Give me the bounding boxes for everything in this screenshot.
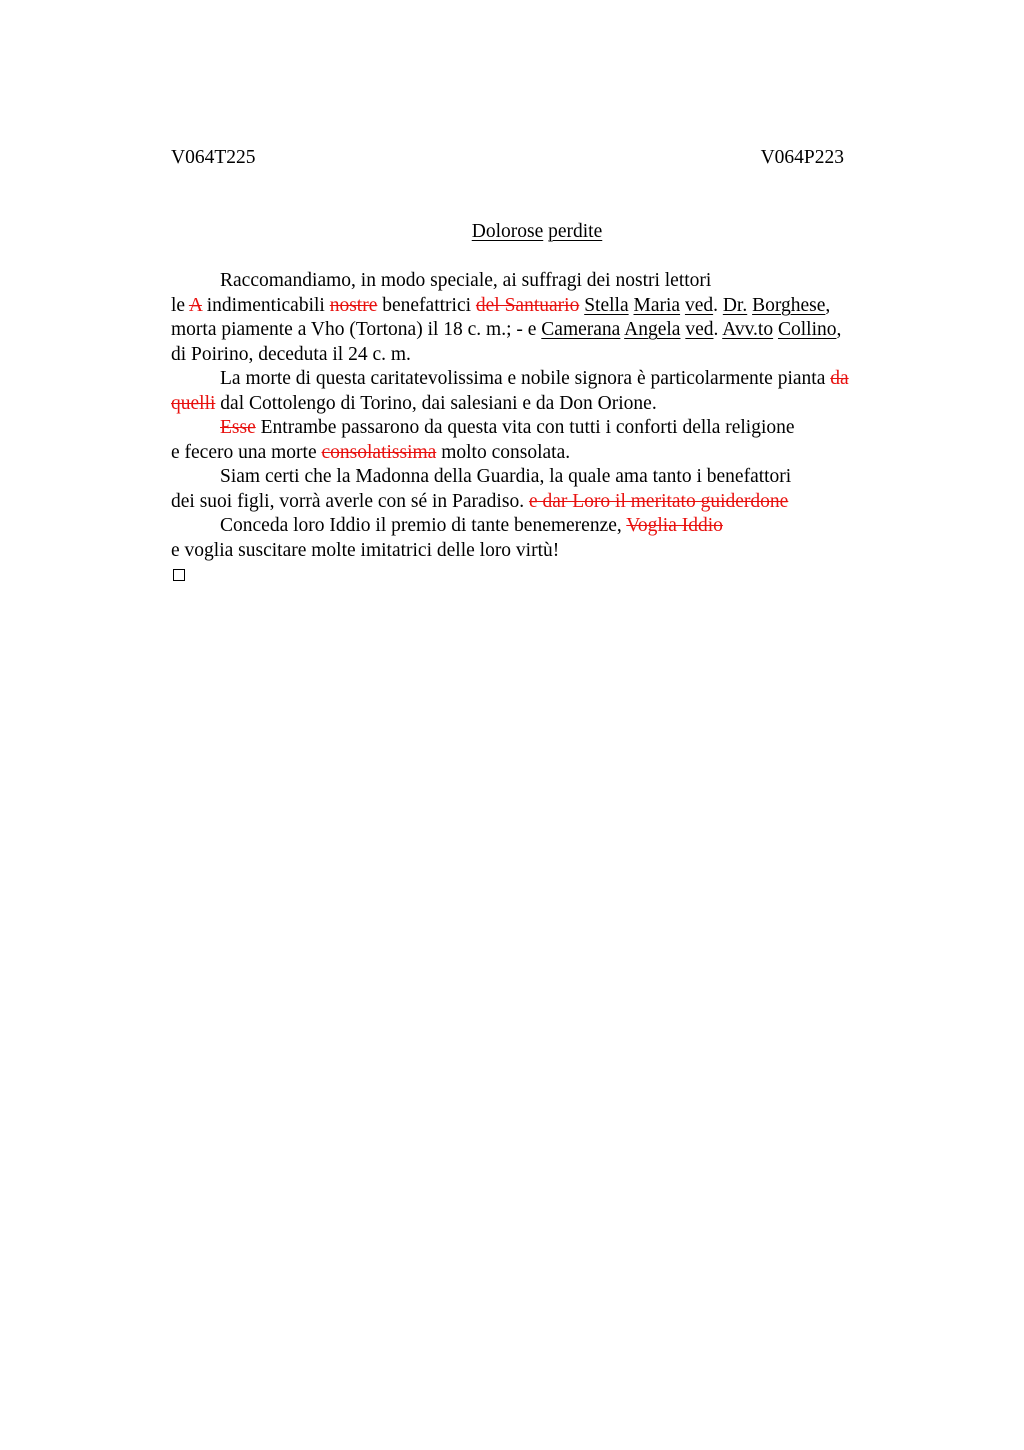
- text-run: dei suoi figli, vorrà averle con sé in Paradiso.: [171, 490, 529, 512]
- paragraph-2-line-2: [171, 392, 891, 417]
- text-run: molto consolata.: [436, 441, 571, 463]
- paragraph-4-line-1: [171, 465, 891, 490]
- text-run: La morte di questa caritatevolissima e nobile signora è particolarmente pianta: [220, 368, 831, 389]
- text-run: Raccomandiamo, in modo speciale, ai suffragi dei nostri lettori: [220, 270, 712, 291]
- text-run: Conceda loro Iddio il premio di tante benemerenze,: [220, 515, 627, 536]
- text-run: Siam certi che la Madonna della Guardia, la quale ama tanto i benefattori: [220, 466, 792, 487]
- text-run: Entrambe passarono da questa vita con tutti i conforti della religione: [255, 417, 795, 438]
- paragraph-1-line-3: morta piamente a Vho (Tortona) il 18 c. m.; - e Camerana Angela ved. Avv.to Collino,: [171, 319, 842, 340]
- text-run: dal Cottolengo di Torino, dai salesiani e da Don Orione.: [215, 392, 657, 414]
- paragraph-1-line-4: [171, 343, 891, 368]
- paragraph-3-line-2: [171, 441, 891, 466]
- underlined-text: Avv.to: [722, 319, 774, 340]
- text-run: morta piamente a Vho (Tortona) il 18 c. m.; - e: [171, 319, 542, 340]
- paragraph-5-line-2: [171, 539, 891, 564]
- underlined-text: Collino: [777, 319, 837, 340]
- text-run: e fecero una morte: [171, 441, 322, 463]
- paragraph-3-line-1: [171, 416, 891, 441]
- document-code-left: V064T225: [171, 147, 256, 168]
- paragraph-1-line-2: le A indimenticabili nostre benefattrici del Santuario Stella Maria ved. Dr. Borghese,: [171, 294, 831, 316]
- title-word-perdite: perdite: [548, 221, 603, 242]
- text-run: benefattrici: [377, 294, 476, 316]
- text-run: le: [171, 294, 189, 316]
- document-body: [171, 269, 891, 588]
- empty-square-icon: [173, 569, 185, 581]
- underlined-text: Dr.: [722, 294, 748, 316]
- underlined-text: Camerana: [541, 319, 621, 340]
- text-run: e voglia suscitare molte imitatrici delle loro virtù!: [171, 539, 560, 561]
- deleted-text: da: [830, 368, 849, 389]
- document-title: [0, 220, 1024, 244]
- underlined-text: ved: [685, 319, 714, 340]
- deleted-text: quelli: [171, 392, 216, 414]
- title-word-dolorose: Dolorose: [471, 221, 544, 242]
- paragraph-2-line-1: [171, 367, 891, 392]
- deleted-text: A: [188, 294, 202, 316]
- paragraph-4-line-2: [171, 490, 891, 515]
- text-run: indimenticabili: [201, 294, 330, 316]
- underlined-text: Stella: [584, 294, 629, 316]
- text-run: di Poirino, deceduta il 24 c. m.: [171, 343, 411, 365]
- underlined-text: Maria: [633, 294, 681, 316]
- underlined-text: Borghese: [752, 294, 826, 316]
- paragraph-5-line-1: [171, 514, 891, 539]
- underlined-text: Angela: [624, 319, 681, 340]
- paragraph-1-line-1: [171, 269, 891, 294]
- document-code-right: V064P223: [760, 147, 844, 168]
- deleted-text: Esse: [220, 417, 256, 438]
- deleted-text: consolatissima: [321, 441, 437, 463]
- deleted-text: del Santuario: [475, 294, 580, 316]
- deleted-text: e dar Loro il meritato guiderdone: [528, 490, 789, 512]
- deleted-text: nostre: [329, 294, 378, 316]
- underlined-text: ved: [684, 294, 714, 316]
- deleted-text: Voglia Iddio: [626, 515, 723, 536]
- end-mark-line: [171, 563, 891, 588]
